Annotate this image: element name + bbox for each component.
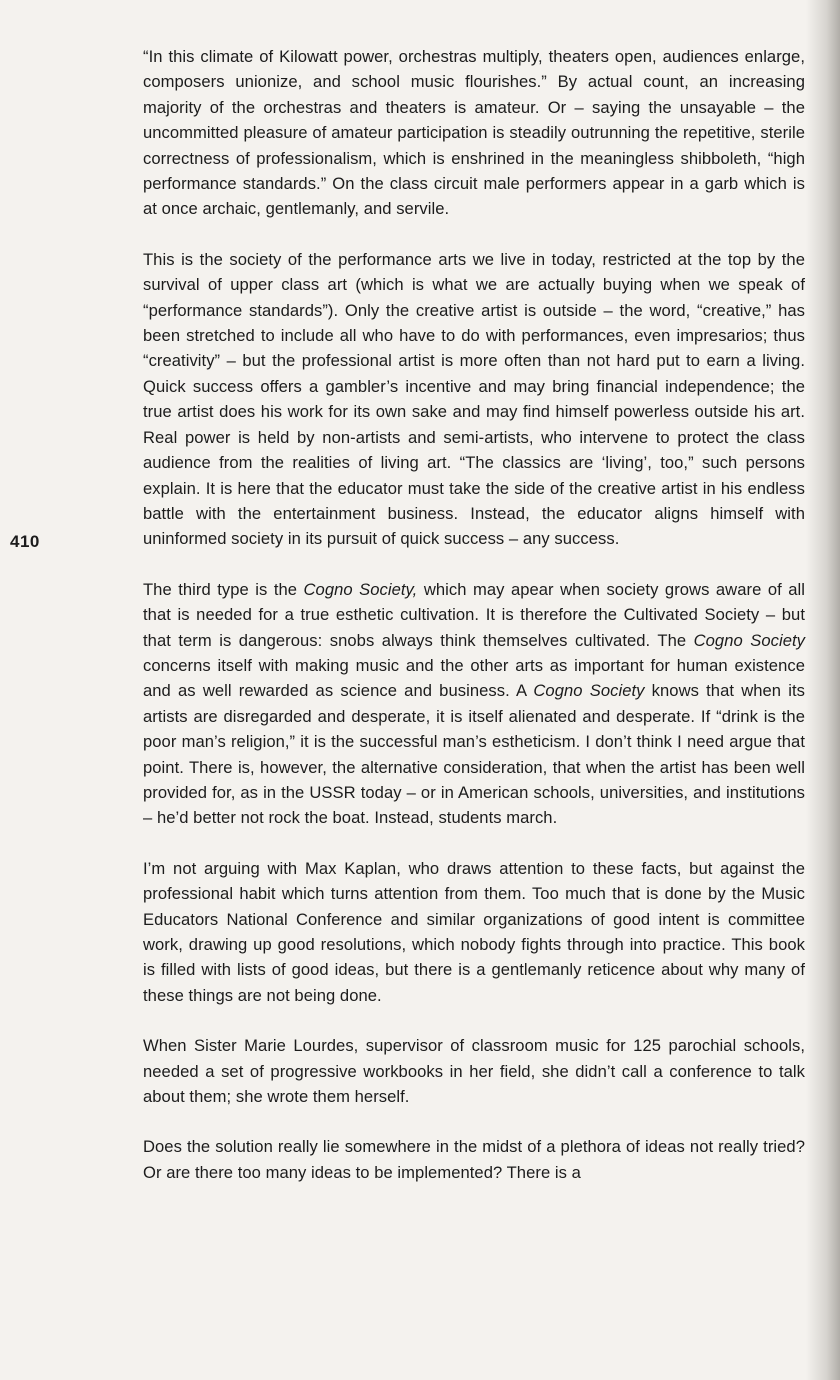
- text-segment: concerns itself with making music and the other arts as important for human existence and as well rewarded as science and business. A: [143, 655, 805, 701]
- italic-term: Cogno Society: [693, 630, 805, 650]
- paragraph-max-kaplan: I’m not arguing with Max Kaplan, who draws attention to these facts, but against the professional habit which turns attention from them. Too much that is done by the Music Educators National Conference and similar organizations of good intent is committee work, drawing up good resolutions, which nobody fights through into practice. This book is filled with lists of good ideas, but there is a gentlemanly reticence about why many of these things are not being done.: [143, 858, 805, 1005]
- page-number: 410: [10, 532, 40, 551]
- paragraph-solution-question: Does the solution really lie somewhere in the midst of a plethora of ideas not really tried? Or are there too many ideas to be implemented? There is a: [143, 1137, 805, 1182]
- italic-term: Cogno Society: [533, 681, 645, 701]
- text-column: [143, 44, 805, 1210]
- text-segment: The third type is the: [143, 579, 304, 599]
- paragraph-cogno-society: [143, 577, 805, 831]
- paragraph-sister-marie-lourdes: When Sister Marie Lourdes, supervisor of classroom music for 125 parochial schools, needed a set of progressive workbooks in her field, she didn’t call a conference to talk about them; she wrote them herself.: [143, 1036, 805, 1107]
- paragraph-performance-arts-society: This is the society of the performance arts we live in today, restricted at the top by the survival of upper class art (which is what we are actually buying when we speak of “performance standards”). Only the creative artist is outside – the word, “creative,” has been stretched to include all who have to do with performances, even impresarios; thus “creativity” – but the professional artist is more often than not hard put to earn a living. Quick success offers a gambler’s incentive and may bring financial independence; the true artist does his work for its own sake and may find himself powerless outside his art. Real power is held by non-artists and semi-artists, who intervene to protect the class audience from the realities of living art. “The classics are ‘living’, too,” such persons explain. It is here that the educator must take the side of the creative artist in his endless battle with the entertainment business. Instead, the educator aligns himself with uninformed society in its pursuit of quick success – any success.: [143, 249, 805, 549]
- spine-shadow: [806, 0, 840, 1380]
- text-segment: knows that when its artists are disregarded and desperate, it is itself alienated and desperate. If “drink is the poor man’s religion,” it is the successful man’s estheticism. I don’t think I need argue that point. There is, however, the alternative consideration, that when the artist has been well provided for, as in the USSR today – or in American schools, universities, and institutions – he’d better not rock the boat. Instead, students march.: [143, 681, 806, 828]
- italic-term: Cogno Society,: [303, 579, 418, 599]
- paragraph-kilowatt-power: “In this climate of Kilowatt power, orchestras multiply, theaters open, audiences enlarge, composers unionize, and school music flourishes.” By actual count, an increasing majority of the orchestras and theaters is amateur. Or – saying the unsayable – the uncommitted pleasure of amateur participation is steadily outrunning the repetitive, sterile correctness of professionalism, which is enshrined in the meaningless shibboleth, “high performance standards.” On the class circuit male performers appear in a garb which is at once archaic, gentlemanly, and servile.: [143, 47, 805, 219]
- text-segment: which may apear when society grows aware of all that is needed for a true esthetic cultivation. It is therefore the Cultivated Society – but that term is dangerous: snobs always think themselves cultivated. The: [143, 579, 805, 650]
